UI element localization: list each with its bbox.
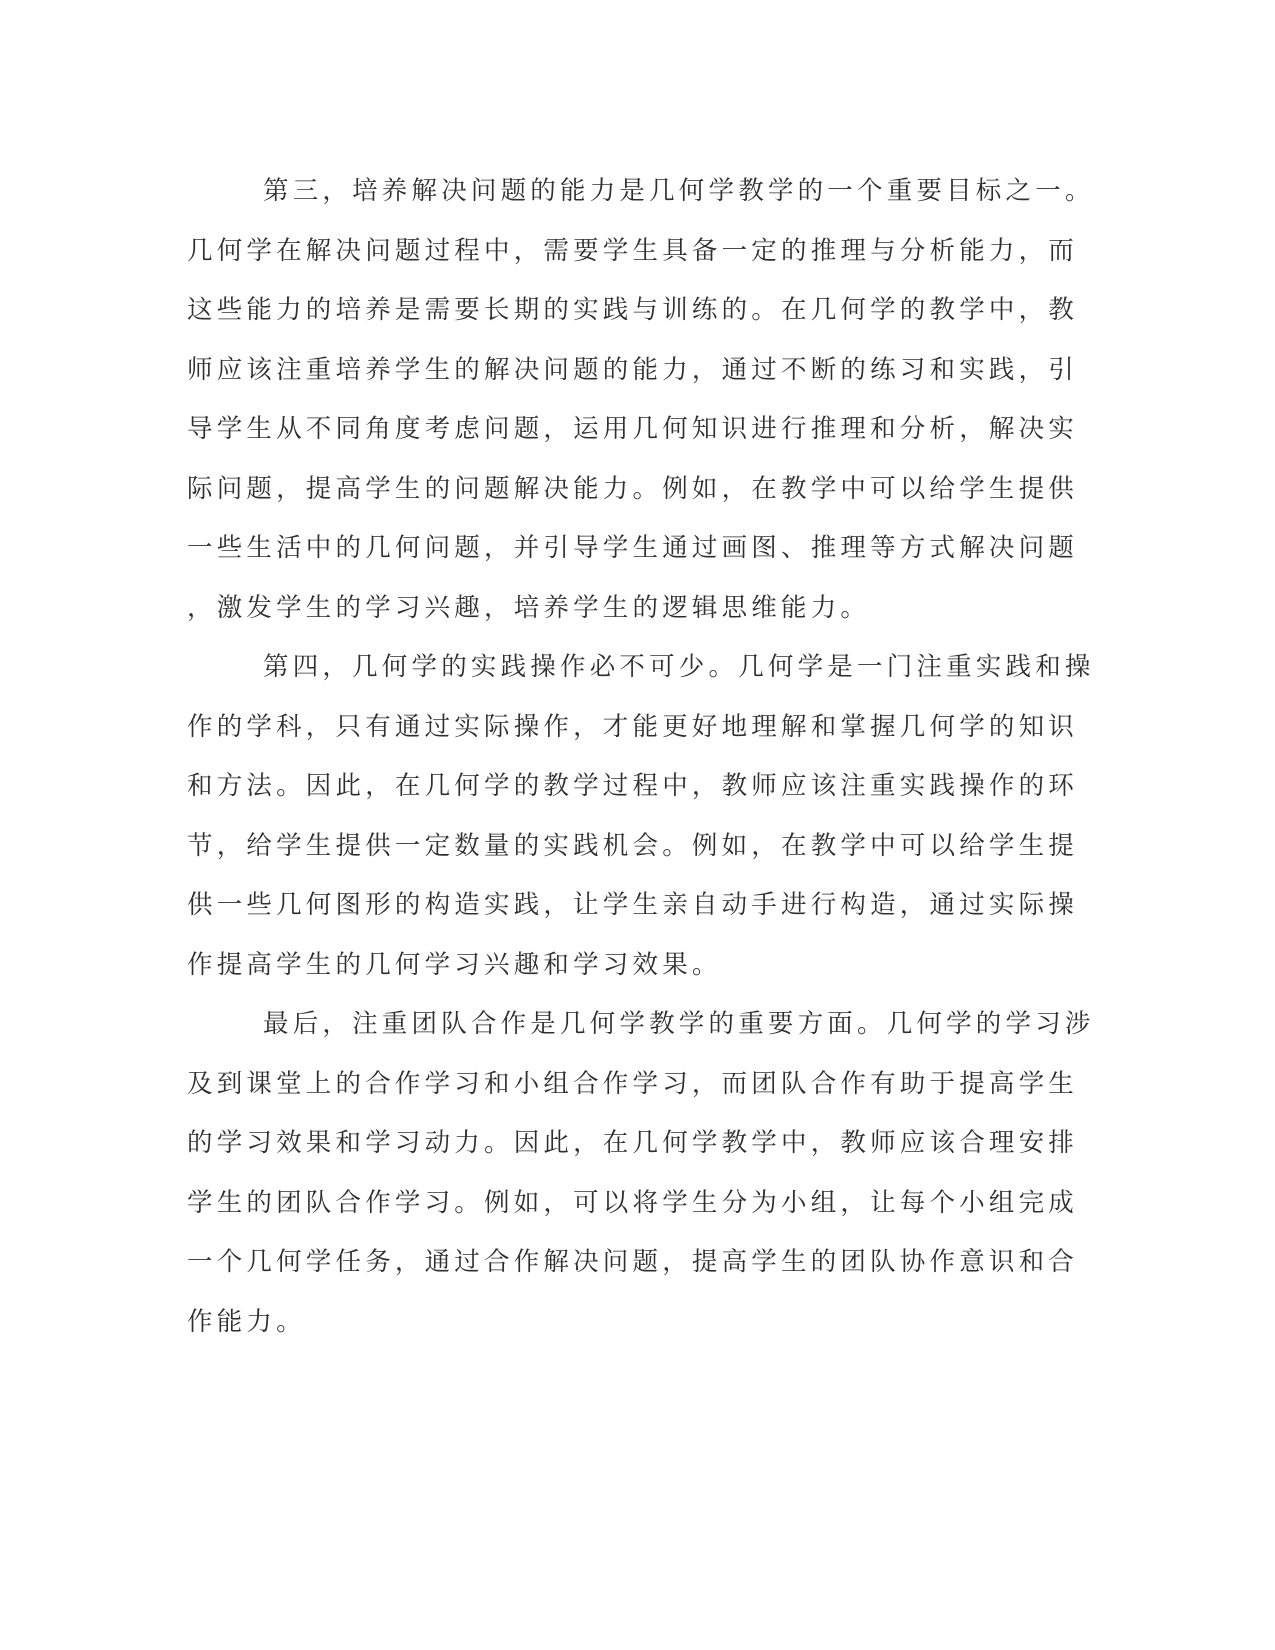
text-line: 这些能力的培养是需要长期的实践与训练的。在几何学的教学中，教 xyxy=(187,295,1079,325)
text-line: 作的学科，只有通过实际操作，才能更好地理解和掌握几何学的知识 xyxy=(187,711,1079,742)
paragraph-practice xyxy=(187,638,1095,995)
text-line: 一些生活中的几何问题，并引导学生通过画图、推理等方式解决问题 xyxy=(187,533,1079,563)
text-line: 的学习效果和学习动力。因此，在几何学教学中，教师应该合理安排 xyxy=(187,1128,1079,1158)
paragraph-problem-solving xyxy=(187,162,1095,638)
text-line: ，激发学生的学习兴趣，培养学生的逻辑思维能力。 xyxy=(187,592,871,623)
text-line: 师应该注重培养学生的解决问题的能力，通过不断的练习和实践，引 xyxy=(187,354,1079,385)
text-line: 和方法。因此，在几何学的教学过程中，教师应该注重实践操作的环 xyxy=(187,771,1079,801)
text-line: 一个几何学任务，通过合作解决问题，提高学生的团队协作意识和合 xyxy=(187,1247,1079,1277)
text-line: 几何学在解决问题过程中，需要学生具备一定的推理与分析能力，而 xyxy=(187,235,1079,266)
text-line: 学生的团队合作学习。例如，可以将学生分为小组，让每个小组完成 xyxy=(187,1187,1079,1218)
text-line: 第四，几何学的实践操作必不可少。几何学是一门注重实践和操 xyxy=(263,652,1095,682)
document-body xyxy=(187,162,1095,1352)
paragraph-teamwork xyxy=(187,995,1095,1352)
text-line: 导学生从不同角度考虑问题，运用几何知识进行推理和分析，解决实 xyxy=(187,414,1079,444)
text-line: 作能力。 xyxy=(187,1306,306,1337)
text-line: 及到课堂上的合作学习和小组合作学习，而团队合作有助于提高学生 xyxy=(187,1068,1079,1099)
text-line: 供一些几何图形的构造实践，让学生亲自动手进行构造，通过实际操 xyxy=(187,890,1079,920)
text-line: 际问题，提高学生的问题解决能力。例如，在教学中可以给学生提供 xyxy=(187,473,1079,504)
text-line: 第三，培养解决问题的能力是几何学教学的一个重要目标之一。 xyxy=(263,176,1095,206)
text-line: 作提高学生的几何学习兴趣和学习效果。 xyxy=(187,949,722,980)
text-line: 最后，注重团队合作是几何学教学的重要方面。几何学的学习涉 xyxy=(263,1009,1095,1039)
text-line: 节，给学生提供一定数量的实践机会。例如，在教学中可以给学生提 xyxy=(187,830,1079,861)
